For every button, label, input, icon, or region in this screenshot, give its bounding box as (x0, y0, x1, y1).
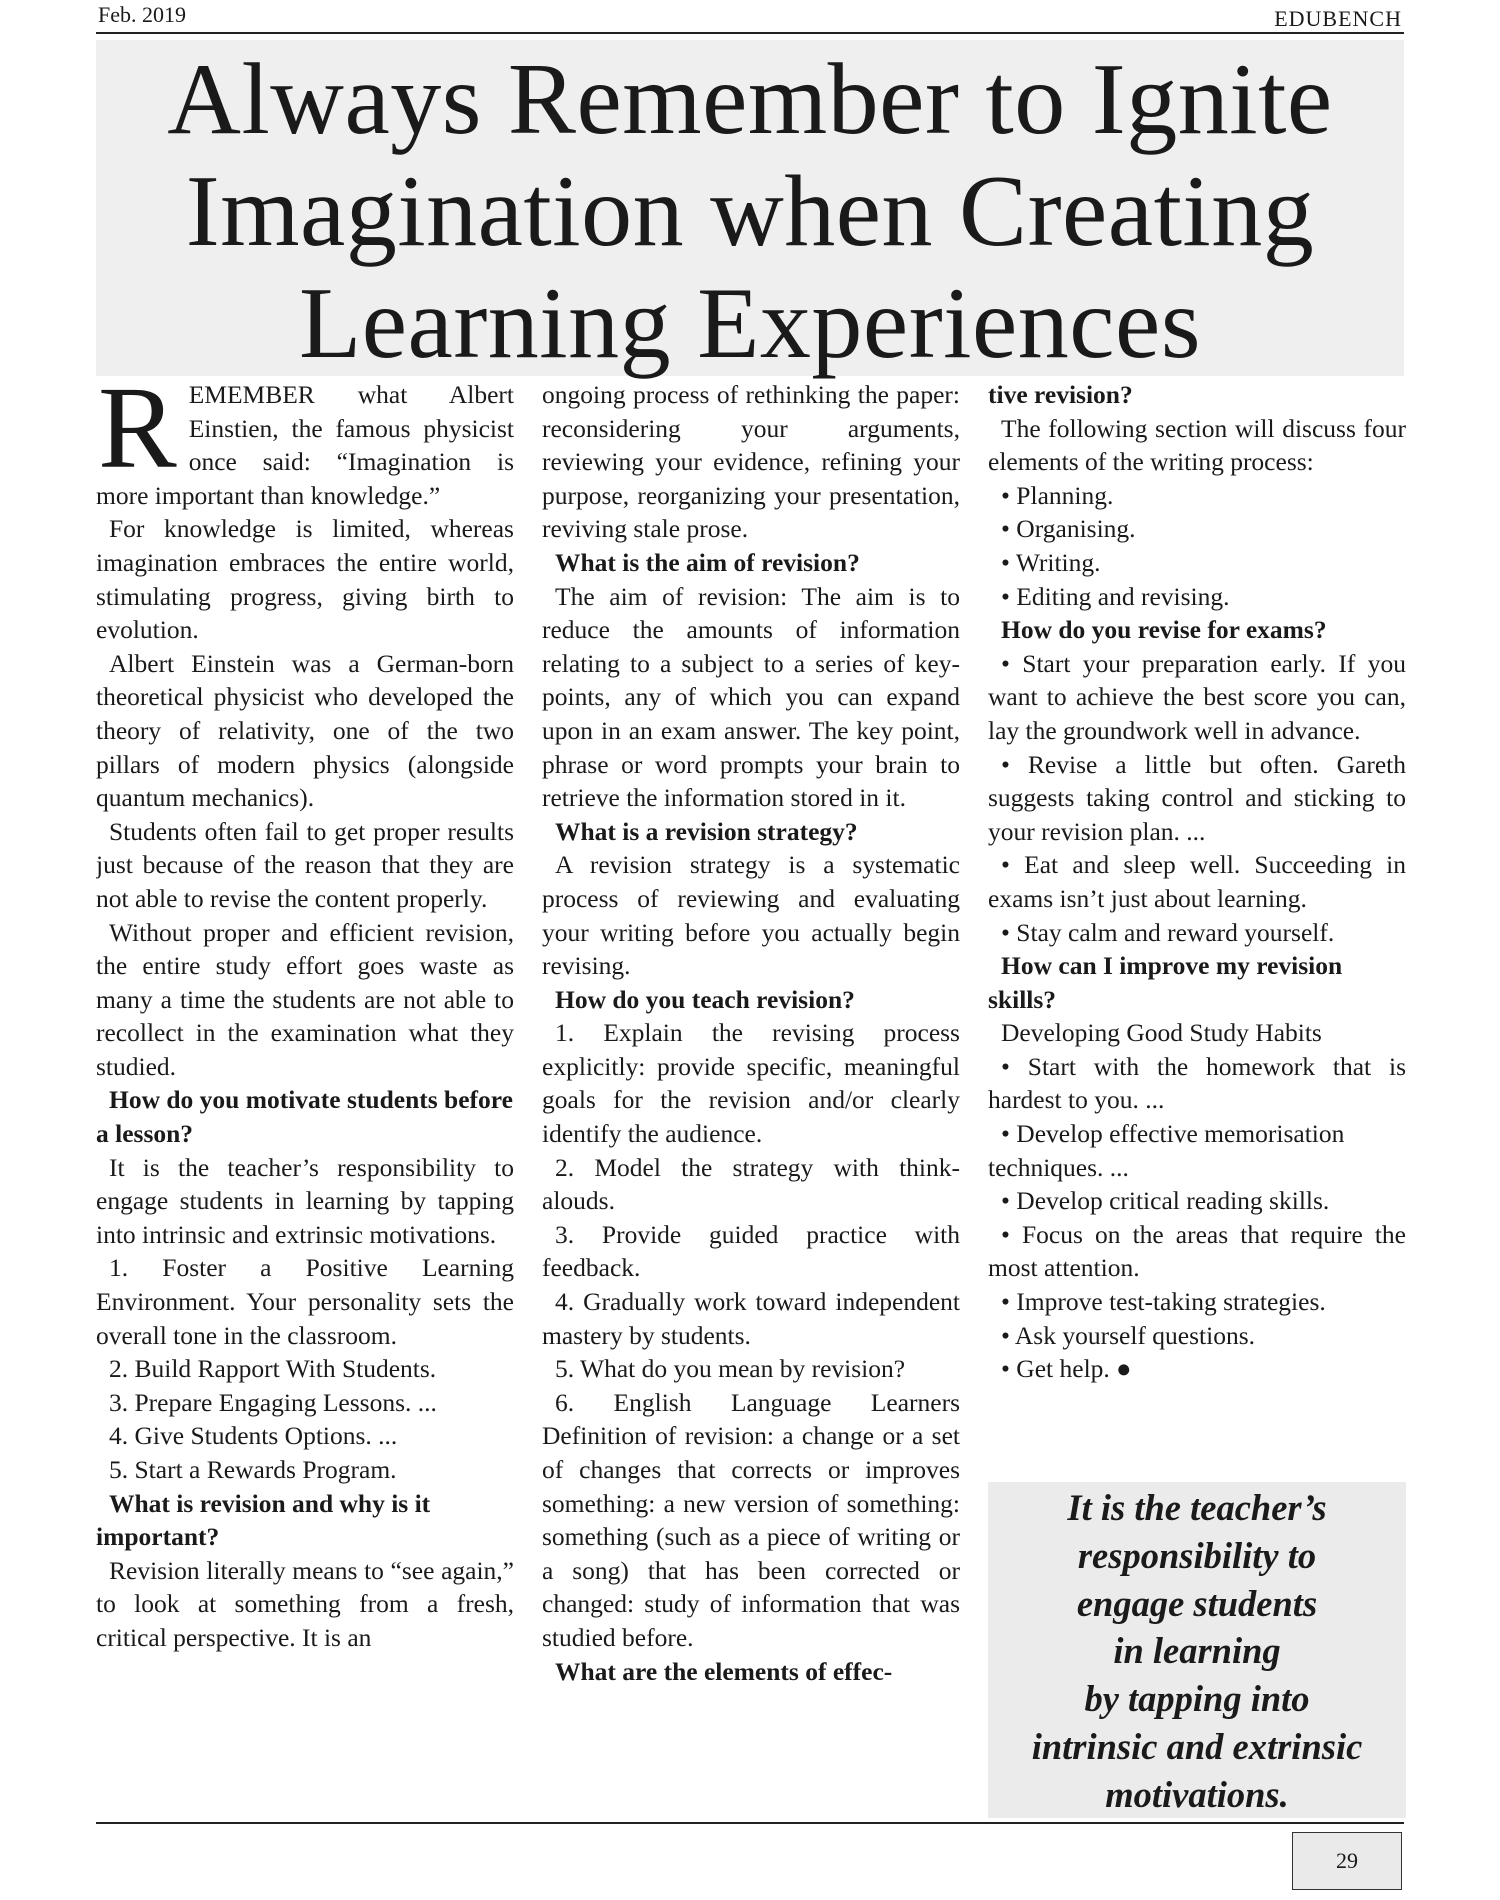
bullet-item: • Develop critical reading skills. (1001, 1186, 1330, 1216)
list-item: 6. English Language Learners Definition of revision: a change or a set of changes that corrects or improves something: a new version of something: something (such as a piece of writing or a song) that has been corrected or changed: study of information that was studied before. (542, 1387, 960, 1652)
pull-quote-line: engage students (1076, 1582, 1318, 1624)
list-item: 1. Explain the revising process explicitly: provide specific, meaningful goals for the revision and/or clearly identify the audience. (542, 1018, 960, 1149)
publication-name: EDUBENCH (1274, 6, 1402, 31)
list-item: 3. Provide guided practice with feedback. (542, 1219, 960, 1283)
list-item: 4. Gradually work toward independent mastery by students. (542, 1287, 960, 1350)
body-paragraph: Albert Einstein was a German-born theoretical physicist who developed the theory of relativity, one of the two pillars of modern physics (alongside quantum mechanics). (96, 648, 514, 813)
section-heading: What is the aim of revision? (555, 547, 860, 577)
bullet-item: • Develop effective memorisation techniques. ... (988, 1119, 1345, 1182)
pull-quote (988, 1482, 1406, 1818)
body-paragraph: Without proper and efficient revision, the entire study effort goes waste as many a time the students are not able to recollect in the examination what they studied. (96, 917, 514, 1081)
section-heading: tive revision? (988, 380, 1133, 409)
pull-quote-line: intrinsic and extrinsic (1031, 1725, 1363, 1767)
bullet-item: • Planning. (1001, 480, 1114, 510)
bullet-item: • Editing and revising. (1001, 581, 1230, 611)
pull-quote-line: by tapping into (1084, 1678, 1310, 1720)
list-item: 4. Give Students Options. ... (109, 1421, 398, 1451)
list-item: 3. Prepare Engaging Lessons. ... (109, 1387, 437, 1417)
section-heading: How do you motivate students before a lesson? (96, 1085, 513, 1149)
list-item: 5. Start a Rewards Program. (109, 1455, 397, 1484)
bullet-item: • Stay calm and reward yourself. (1001, 917, 1335, 947)
list-item: 2. Build Rapport With Students. (109, 1354, 437, 1384)
body-paragraph: Students often fail to get proper results just because of the reason that they are not able to revise the content properly. (96, 816, 514, 913)
title-line-3: Learning Experiences (298, 267, 1202, 380)
section-heading: How do you revise for exams? (1001, 615, 1327, 645)
pull-quote-line: responsibility to (1077, 1534, 1317, 1576)
bullet-item: • Ask yourself questions. (1001, 1320, 1256, 1350)
issue-date: Feb. 2019 (98, 2, 186, 27)
pull-quote-line: It is the teacher’s (1067, 1487, 1327, 1528)
body-paragraph: The aim of revision: The aim is to reduce the amounts of information relating to a subject to a series of key-points, any of which you can expand upon in an exam answer. The key point, phrase or word prompts your brain to retrieve the information stored in it. (542, 581, 960, 813)
bullet-item: • Get help. ● (1001, 1354, 1132, 1384)
pull-quote-line: motivations. (1105, 1773, 1289, 1815)
intro-paragraph: REMEMBER what Albert Einstien, the famous physicist once said: “Imagination is more important than knowledge.” (96, 378, 514, 510)
bullet-item: • Start with the homework that is hardest to you. ... (988, 1051, 1406, 1115)
bullet-item: • Organising. (1001, 514, 1136, 544)
section-heading: What is revision and why is it important? (96, 1488, 431, 1552)
drop-cap: R (98, 378, 177, 493)
body-paragraph: It is the teacher’s responsibility to engage students in learning by tapping into intrinsic and extrinsic motivations. (96, 1152, 514, 1249)
title-banner (96, 40, 1404, 380)
page-number: 29 (1292, 1832, 1402, 1890)
article-title (96, 40, 1404, 380)
bullet-item: • Start your preparation early. If you want to achieve the best score you can, lay the groundwork well in advance. (988, 648, 1406, 745)
list-item: 5. What do you mean by revision? (555, 1354, 906, 1384)
section-heading: How can I improve my revision skills? (988, 951, 1343, 1014)
bullet-item: • Focus on the areas that require the most attention. (988, 1219, 1406, 1283)
section-heading: How do you teach revision? (555, 984, 855, 1014)
bullet-item: • Writing. (1001, 547, 1101, 577)
bullet-item: • Eat and sleep well. Succeeding in exams isn’t just about learning. (988, 850, 1406, 913)
bullet-item: • Revise a little but often. Gareth suggests taking control and sticking to your revision plan. ... (988, 749, 1406, 846)
body-paragraph: A revision strategy is a systematic process of reviewing and evaluating your writing before you actually begin revising. (542, 850, 960, 981)
body-paragraph: For knowledge is limited, whereas imagination embraces the entire world, stimulating progress, giving birth to evolution. (96, 514, 514, 645)
list-item: 2. Model the strategy with think-alouds. (542, 1152, 960, 1216)
header-rule (96, 32, 1404, 34)
bullet-item: • Improve test-taking strategies. (1001, 1287, 1326, 1317)
body-paragraph: Revision literally means to “see again,” to look at something from a fresh, critical perspective. It is an (96, 1555, 514, 1652)
footer-rule (96, 1822, 1404, 1824)
body-paragraph: The following section will discuss four elements of the writing process: (988, 413, 1406, 477)
section-heading: What are the elements of effec- (555, 1656, 893, 1686)
column-1 (96, 378, 514, 1824)
pull-quote-line: in learning (1113, 1630, 1281, 1672)
body-paragraph: ongoing process of rethinking the paper: reconsidering your arguments, reviewing your evidence, refining your purpose, reorganizing your presentation, reviving stale prose. (542, 380, 960, 544)
section-heading: What is a revision strategy? (555, 816, 858, 846)
list-item: 1. Foster a Positive Learning Environment. Your personality sets the overall tone in the classroom. (96, 1253, 514, 1350)
body-paragraph: Developing Good Study Habits (1001, 1018, 1322, 1048)
column-2 (542, 378, 960, 1824)
title-line-2: Imagination when Creating (185, 155, 1315, 268)
title-line-1: Always Remember to Ignite (167, 43, 1333, 156)
